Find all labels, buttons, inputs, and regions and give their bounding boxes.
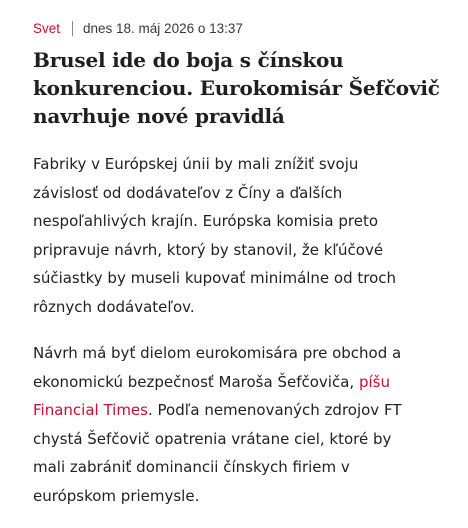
financial-times-link[interactable]: píšu Financial Times	[33, 372, 390, 419]
paragraph-2-text-end: . Podľa nemenovaných zdrojov FT chystá Šefčovič opatrenia vrátane ciel, ktoré by mali zabrániť dominancii čínskych firiem v európskom priemysle.	[33, 401, 402, 505]
article	[33, 14, 443, 528]
article-body	[33, 150, 418, 510]
article-meta	[33, 14, 443, 42]
article-paragraph-2	[33, 339, 418, 510]
article-paragraph-1: Fabriky v Európskej únii by mali znížiť svoju závislosť od dodávateľov z Číny a ďalších nespoľahlivých krajín. Európska komisia preto pripravuje návrh, ktorý by stanovil, že kľúčové súčiastky by museli kupovať minimálne od troch rôznych dodávateľov.	[33, 155, 397, 316]
publish-date: dnes 18. máj 2026 o 13:37	[83, 20, 243, 36]
article-headline: Brusel ide do boja s čínskou konkurenciou. Eurokomisár Šefčovič navrhuje nové pravidlá	[33, 48, 440, 128]
paragraph-2-text-start: Návrh má byť dielom eurokomisára pre obchod a ekonomickú bezpečnosť Maroša Šefčoviča,	[33, 344, 402, 391]
meta-divider	[72, 21, 73, 36]
section-link[interactable]: Svet	[33, 20, 61, 36]
